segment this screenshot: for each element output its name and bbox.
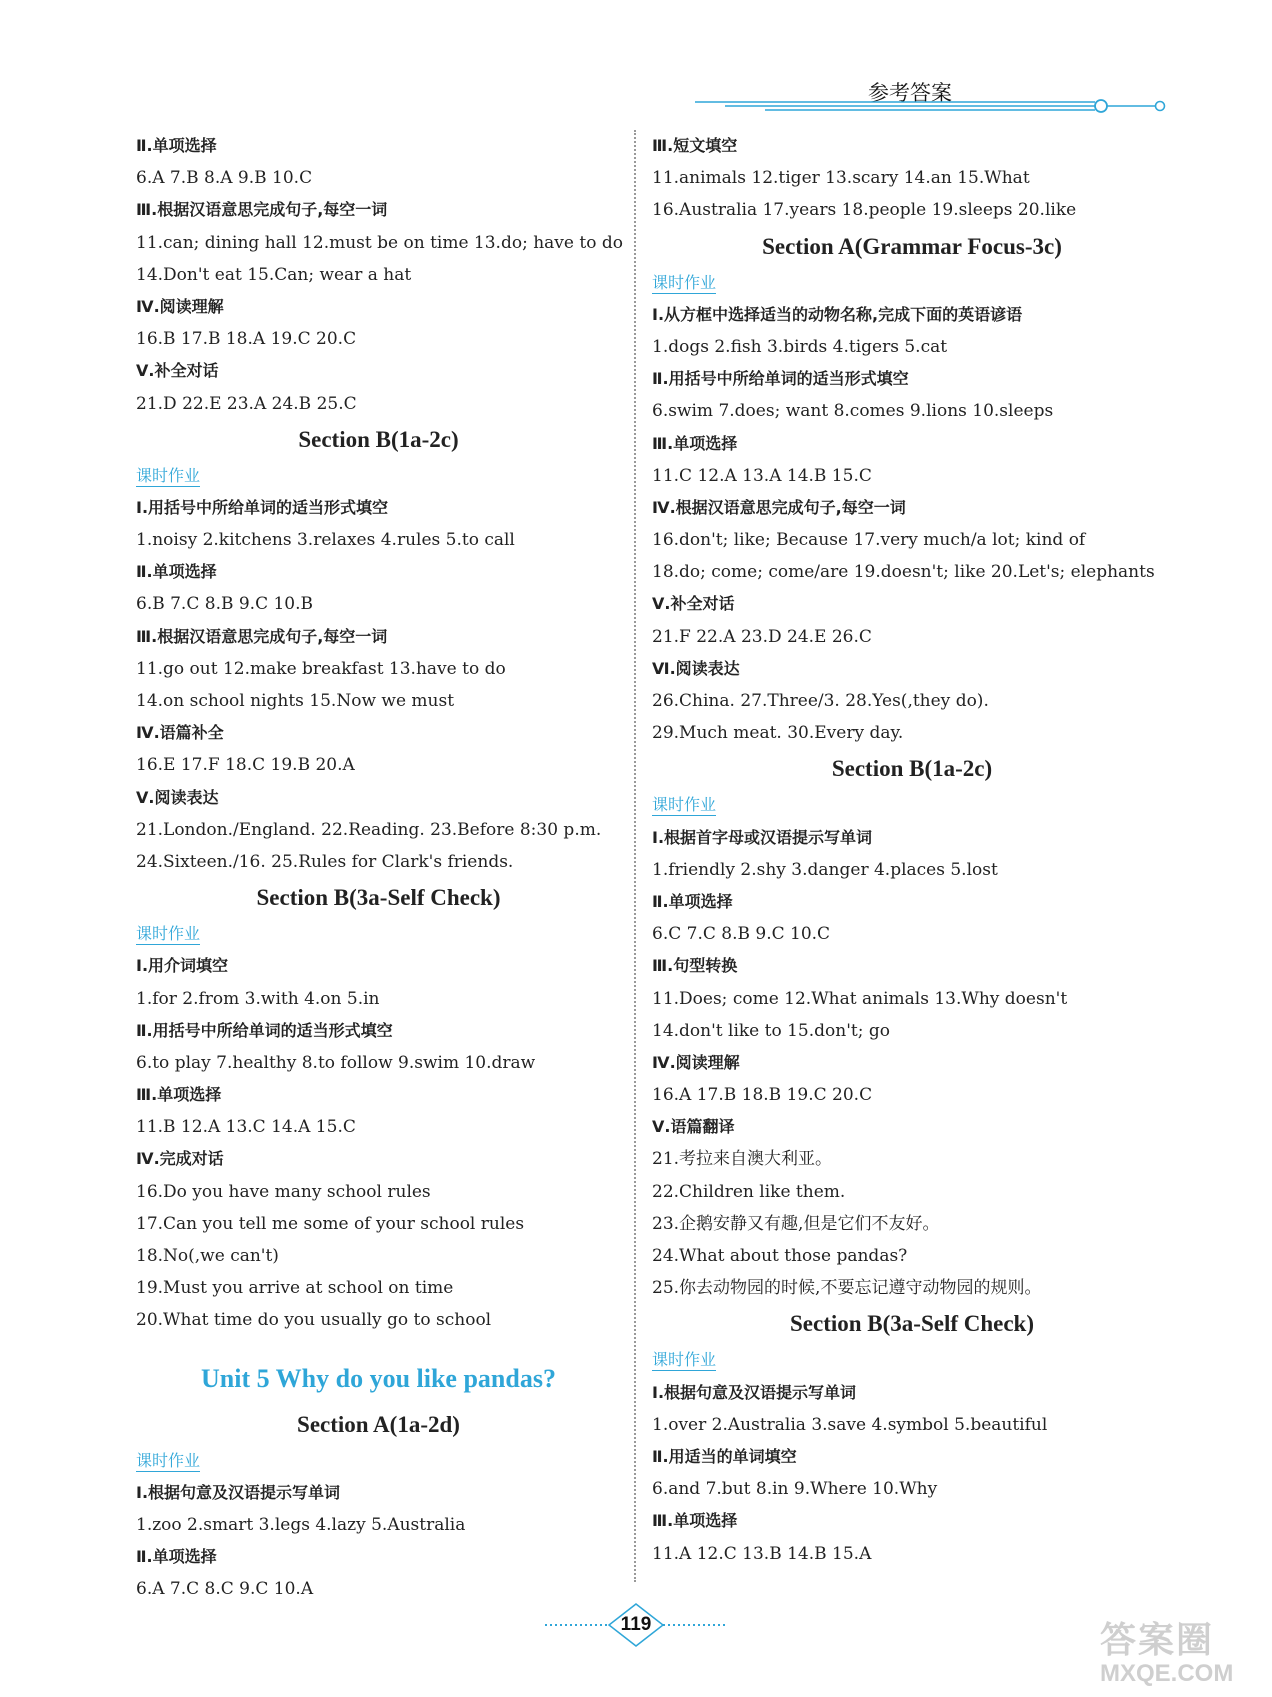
homework-tag (136, 918, 621, 950)
section-heading: Ⅱ.单项选择 (652, 891, 733, 911)
section-title: Section A(1a-2d) (297, 1411, 460, 1437)
section-heading: Ⅴ.补全对话 (136, 361, 219, 381)
section-title: Section B(1a-2c) (298, 426, 459, 452)
section-title: Section B(3a-Self Check) (789, 1311, 1035, 1337)
section-heading: Ⅴ.阅读表达 (136, 787, 219, 807)
answer-line: 14.Don't eat 15.Can; wear a hat (136, 264, 412, 285)
answer-line: 26.China. 27.Three/3. 28.Yes(,they do). (652, 691, 989, 711)
section-heading: Ⅱ.单项选择 (136, 136, 217, 155)
section-heading: Ⅰ.用介词填空 (136, 956, 229, 976)
answer-line: 25.你去动物园的时候,不要忘记遵守动物园的规则。 (652, 1278, 1042, 1299)
homework-tag (136, 460, 621, 492)
page-number: 119 (620, 1614, 652, 1635)
answer-line: 6.B 7.C 8.B 9.C 10.B (136, 594, 314, 615)
homework-tag-label: 课时作业 (136, 1450, 201, 1470)
answer-line: 22.Children like them. (652, 1181, 846, 1202)
section-heading: Ⅱ.单项选择 (136, 1547, 217, 1567)
answer-line: 16.A 17.B 18.B 19.C 20.C (652, 1085, 873, 1106)
section-heading: Ⅱ.用适当的单词填空 (652, 1446, 797, 1466)
answer-line: 1.zoo 2.smart 3.legs 4.lazy 5.Australia (136, 1514, 466, 1535)
section-heading: Ⅱ.用括号中所给单词的适当形式填空 (136, 1020, 393, 1040)
answer-line: 23.企鹅安静又有趣,但是它们不友好。 (652, 1213, 940, 1234)
answer-line: 16.Australia 17.years 18.people 19.sleeps 20.like (652, 200, 1077, 221)
section-title: Section B(1a-2c) (831, 756, 993, 782)
answer-line: 11.Does; come 12.What animals 13.Why doesn't (652, 988, 1068, 1009)
answer-line: 18.do; come; come/are 19.doesn't; like 20.Let's; elephants (652, 562, 1155, 583)
answer-line: 6.and 7.but 8.in 9.Where 10.Why (652, 1479, 938, 1500)
section-heading: Ⅲ.句型转换 (652, 956, 738, 976)
answer-line: 29.Much meat. 30.Every day. (652, 723, 904, 744)
answer-line: 21.London./England. 22.Reading. 23.Before 8:30 p.m. (136, 819, 602, 840)
answer-line: 16.E 17.F 18.C 19.B 20.A (136, 755, 355, 776)
answer-line: 11.A 12.C 13.B 14.B 15.A (652, 1543, 872, 1564)
section-title: Section B(3a-Self Check) (256, 885, 501, 911)
answer-line: 6.swim 7.does; want 8.comes 9.lions 10.sleeps (652, 401, 1054, 422)
section-heading: Ⅲ.根据汉语意思完成句子,每空一词 (136, 200, 388, 220)
section-heading: Ⅰ.根据句意及汉语提示写单词 (652, 1382, 857, 1402)
answer-line: 14.don't like to 15.don't; go (652, 1020, 890, 1041)
answer-line: 21.F 22.A 23.D 24.E 26.C (652, 626, 872, 647)
section-heading: Ⅲ.短文填空 (652, 136, 738, 155)
section-heading: Ⅰ.用括号中所给单词的适当形式填空 (136, 497, 389, 517)
section-heading: Ⅳ.阅读理解 (652, 1052, 740, 1072)
answer-line: 1.dogs 2.fish 3.birds 4.tigers 5.cat (652, 336, 948, 357)
answer-line: 16.don't; like; Because 17.very much/a lot; kind of (652, 530, 1086, 551)
watermark-logo: 答案圈 (1100, 1619, 1215, 1660)
homework-tag-label: 课时作业 (652, 1350, 717, 1370)
header-decoration (695, 98, 1175, 118)
answer-line: 1.for 2.from 3.with 4.on 5.in (136, 988, 380, 1009)
section-heading: Ⅰ.从方框中选择适当的动物名称,完成下面的英语谚语 (652, 304, 1023, 324)
answer-line: 11.B 12.A 13.C 14.A 15.C (136, 1117, 356, 1138)
answer-line: 24.Sixteen./16. 25.Rules for Clark's friends. (136, 851, 514, 872)
homework-tag (136, 1445, 621, 1477)
answer-line: 11.animals 12.tiger 13.scary 14.an 15.What (652, 168, 1030, 189)
answer-line: 11.C 12.A 13.A 14.B 15.C (652, 465, 872, 486)
answer-line: 17.Can you tell me some of your school rules (136, 1213, 525, 1234)
answer-line: 20.What time do you usually go to school (136, 1310, 492, 1331)
answer-line: 14.on school nights 15.Now we must (136, 691, 455, 711)
answer-line: 6.C 7.C 8.B 9.C 10.C (652, 924, 831, 945)
section-heading: Ⅲ.单项选择 (652, 1511, 738, 1531)
section-heading: Ⅰ.根据句意及汉语提示写单词 (136, 1482, 341, 1502)
section-heading: Ⅵ.阅读表达 (652, 658, 740, 678)
homework-tag (652, 1344, 1172, 1376)
answer-line: 6.A 7.C 8.C 9.C 10.A (136, 1579, 314, 1600)
answer-line: 1.over 2.Australia 3.save 4.symbol 5.beautiful (652, 1414, 1048, 1435)
answer-line: 11.go out 12.make breakfast 13.have to do (136, 658, 506, 679)
homework-tag-label: 课时作业 (136, 465, 201, 485)
homework-tag-label: 课时作业 (652, 272, 717, 292)
homework-tag-label: 课时作业 (136, 924, 201, 944)
section-title: Section A(Grammar Focus-3c) (762, 233, 1062, 259)
answer-line: 1.friendly 2.shy 3.danger 4.places 5.lost (652, 859, 998, 880)
section-heading: Ⅲ.单项选择 (136, 1085, 222, 1105)
section-heading: Ⅱ.用括号中所给单词的适当形式填空 (652, 369, 909, 389)
answer-line: 16.Do you have many school rules (136, 1181, 431, 1202)
page-header-title: 参考答案 (868, 81, 952, 105)
left-answer-column (136, 130, 621, 1606)
section-heading: Ⅳ.完成对话 (136, 1149, 224, 1169)
section-heading: Ⅲ.单项选择 (652, 433, 738, 453)
section-heading: Ⅴ.语篇翻译 (652, 1117, 735, 1137)
page-number-block (545, 1602, 727, 1648)
homework-tag-label: 课时作业 (652, 795, 717, 815)
answer-line: 24.What about those pandas? (652, 1246, 908, 1266)
section-heading: Ⅳ.阅读理解 (136, 296, 224, 316)
answer-line: 18.No(,we can't) (136, 1246, 279, 1266)
answer-line: 21.考拉来自澳大利亚。 (652, 1149, 833, 1170)
answer-line: 16.B 17.B 18.A 19.C 20.C (136, 329, 357, 350)
answer-line: 11.can; dining hall 12.must be on time 13.do; have to do (136, 232, 623, 253)
unit-title: Unit 5 Why do you like pandas? (201, 1363, 556, 1393)
right-answer-column (652, 130, 1172, 1570)
column-divider (634, 130, 636, 1582)
answer-line: 6.to play 7.healthy 8.to follow 9.swim 10.draw (136, 1052, 536, 1073)
watermark-site: MXQE.COM (1100, 1660, 1234, 1687)
watermark (1100, 1620, 1270, 1696)
answer-line: 1.noisy 2.kitchens 3.relaxes 4.rules 5.to call (136, 530, 515, 551)
section-heading: Ⅰ.根据首字母或汉语提示写单词 (652, 827, 873, 847)
answer-line: 21.D 22.E 23.A 24.B 25.C (136, 393, 357, 414)
section-heading: Ⅲ.根据汉语意思完成句子,每空一词 (136, 626, 388, 646)
section-heading: Ⅱ.单项选择 (136, 562, 217, 582)
section-heading: Ⅳ.根据汉语意思完成句子,每空一词 (652, 497, 906, 517)
homework-tag (652, 267, 1172, 299)
answer-line: 19.Must you arrive at school on time (136, 1278, 454, 1299)
answer-line: 6.A 7.B 8.A 9.B 10.C (136, 168, 313, 189)
section-heading: Ⅳ.语篇补全 (136, 723, 224, 743)
section-heading: Ⅴ.补全对话 (652, 594, 735, 614)
homework-tag (652, 789, 1172, 821)
